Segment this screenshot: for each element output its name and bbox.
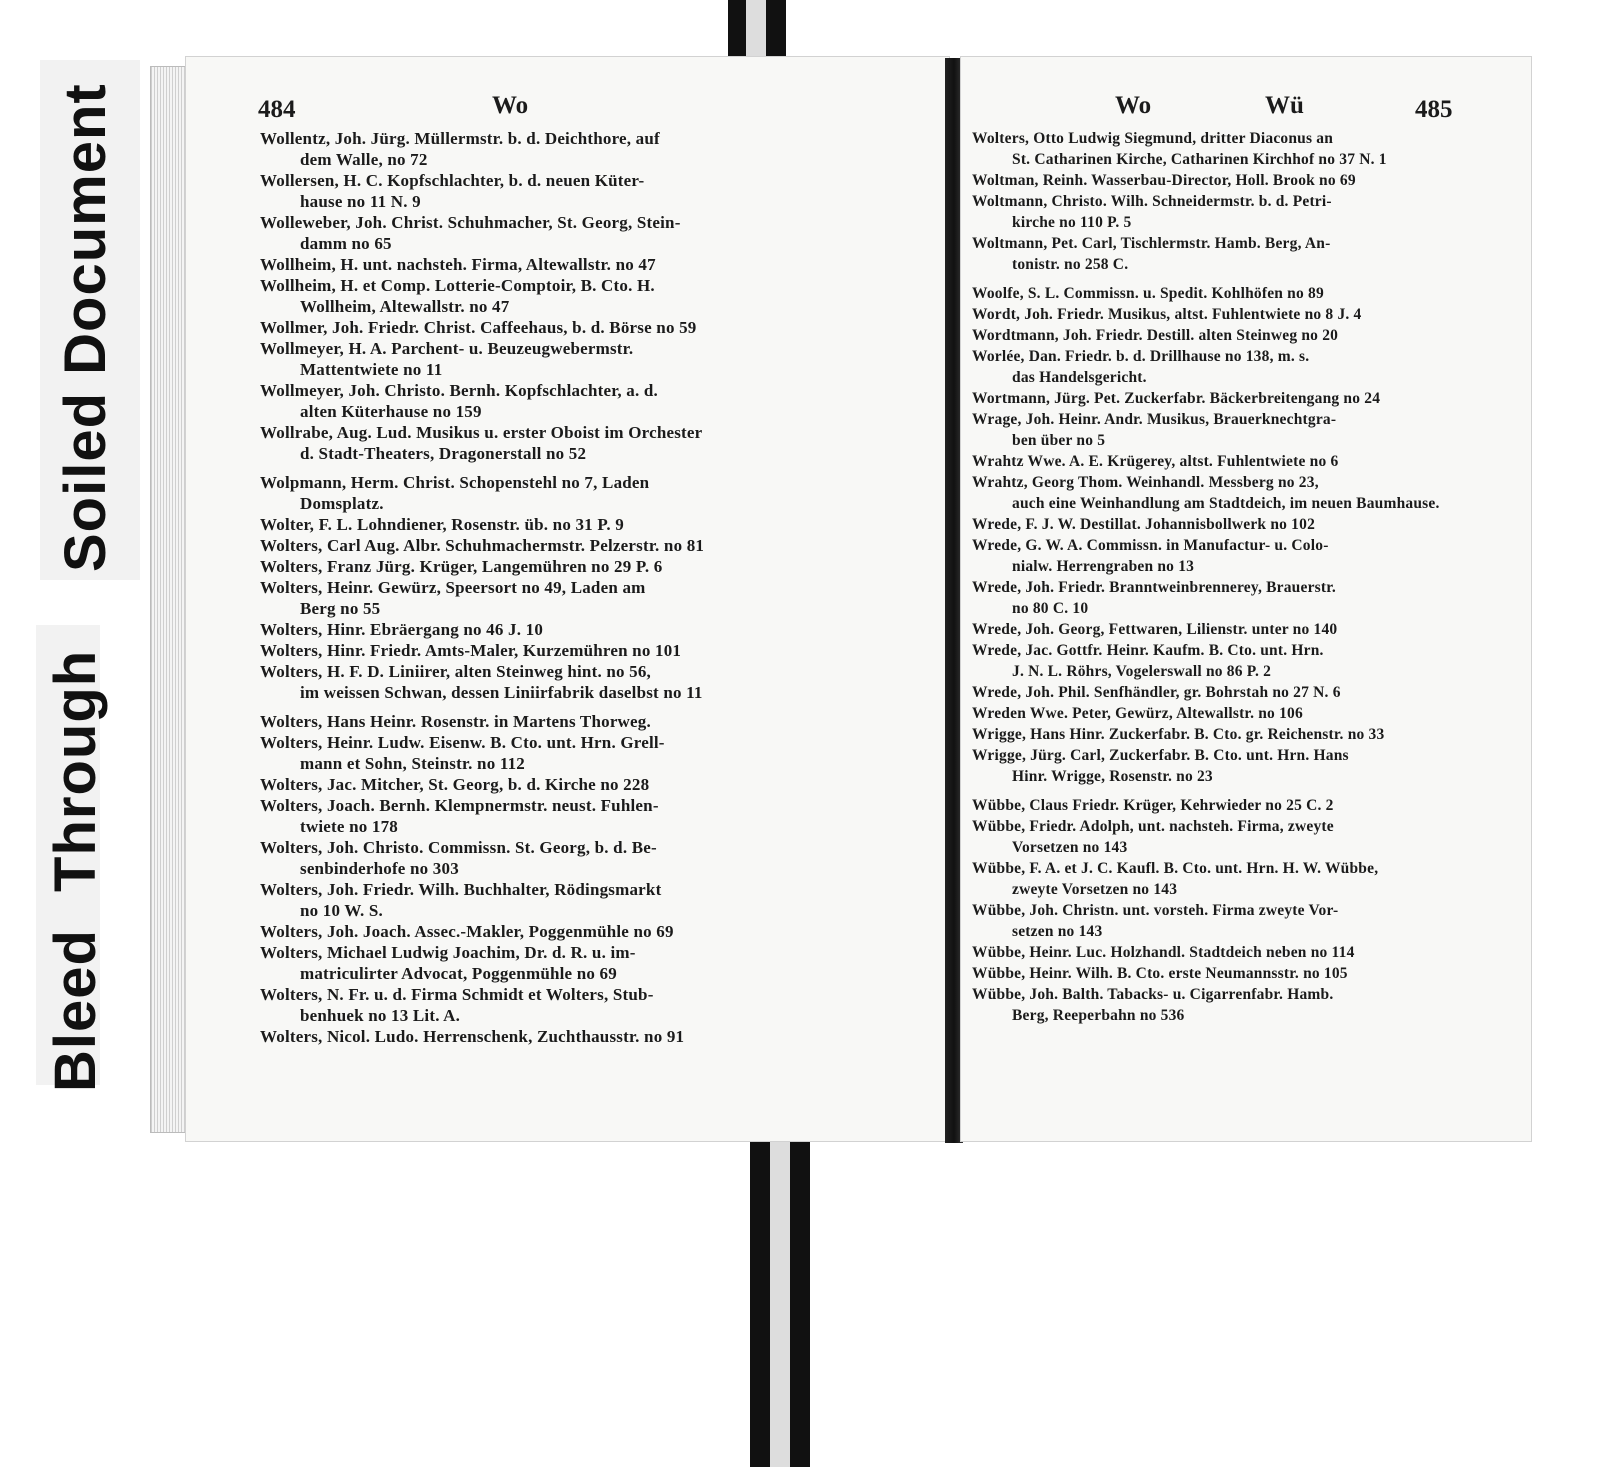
directory-entry: Woltman, Reinh. Wasserbau-Director, Holl. Brook no 69 — [972, 172, 1356, 189]
directory-entry: Wübbe, F. A. et J. C. Kaufl. B. Cto. unt. Hrn. H. W. Wübbe, zweyte Vorsetzen no 143 — [972, 860, 1379, 898]
directory-entry: Wollrabe, Aug. Lud. Musikus u. erster Oboist im Orchester d. Stadt-Theaters, Dragonerstall no 52 — [260, 423, 703, 463]
directory-entry: Wolters, Michael Ludwig Joachim, Dr. d. R. u. im- matriculirter Advocat, Poggenmühle no 69 — [260, 943, 636, 983]
directory-entry: Wolters, Heinr. Ludw. Eisenw. B. Cto. unt. Hrn. Grell- mann et Sohn, Steinstr. no 112 — [260, 733, 665, 773]
left-page-number: 484 — [258, 96, 296, 123]
directory-entry: Wrahtz, Georg Thom. Weinhandl. Messberg no 23, auch eine Weinhandlung am Stadtdeich, im neuen Baumhause. — [972, 474, 1440, 512]
directory-entry: Wrage, Joh. Heinr. Andr. Musikus, Brauerknechtgra- ben über no 5 — [972, 411, 1337, 449]
directory-entry: Wollentz, Joh. Jürg. Müllermstr. b. d. Deichthore, auf dem Walle, no 72 — [260, 129, 660, 169]
right-entry-list — [972, 128, 1512, 1026]
directory-entry: Wolters, Jac. Mitcher, St. Georg, b. d. Kirche no 228 — [260, 775, 650, 794]
left-entry-list — [260, 128, 940, 1047]
directory-entry: Worlée, Dan. Friedr. b. d. Drillhause no 138, m. s. das Handelsgericht. — [972, 348, 1310, 386]
directory-entry: Wordt, Joh. Friedr. Musikus, altst. Fuhlentwiete no 8 J. 4 — [972, 306, 1362, 323]
directory-entry: Wortmann, Jürg. Pet. Zuckerfabr. Bäckerbreitengang no 24 — [972, 390, 1381, 407]
directory-entry: Wübbe, Friedr. Adolph, unt. nachsteh. Firma, zweyte Vorsetzen no 143 — [972, 818, 1334, 856]
directory-entry: Woltmann, Christo. Wilh. Schneidermstr. b. d. Petri- kirche no 110 P. 5 — [972, 193, 1332, 231]
book-spread — [150, 46, 1453, 1146]
directory-entry: Wolters, Carl Aug. Albr. Schuhmachermstr. Pelzerstr. no 81 — [260, 536, 705, 555]
directory-entry: Wübbe, Heinr. Wilh. B. Cto. erste Neumannsstr. no 105 — [972, 965, 1348, 982]
directory-entry: Woolfe, S. L. Commissn. u. Spedit. Kohlhöfen no 89 — [972, 285, 1324, 302]
directory-entry: Wolters, Joh. Joach. Assec.-Makler, Poggenmühle no 69 — [260, 922, 674, 941]
soiled-document-label: Soiled Document — [53, 83, 118, 572]
binding-tape-bottom — [750, 1140, 810, 1467]
directory-entry: Wübbe, Joh. Christn. unt. vorsteh. Firma zweyte Vor- setzen no 143 — [972, 902, 1339, 940]
directory-entry: Wolter, F. L. Lohndiener, Rosenstr. üb. no 31 P. 9 — [260, 515, 624, 534]
left-page-header: Wo — [492, 92, 529, 119]
left-page — [185, 56, 950, 1142]
directory-entry: Wrede, Joh. Georg, Fettwaren, Lilienstr. unter no 140 — [972, 621, 1338, 638]
directory-entry: Wrahtz Wwe. A. E. Krügerey, altst. Fuhlentwiete no 6 — [972, 453, 1339, 470]
directory-entry: Wolleweber, Joh. Christ. Schuhmacher, St. Georg, Stein- damm no 65 — [260, 213, 681, 253]
directory-entry: Wolters, Otto Ludwig Siegmund, dritter Diaconus an St. Catharinen Kirche, Catharinen Kirchhof no 37 N. 1 — [972, 130, 1387, 168]
directory-entry: Wrede, Joh. Phil. Senfhändler, gr. Bohrstah no 27 N. 6 — [972, 684, 1341, 701]
directory-entry: Wollheim, H. unt. nachsteh. Firma, Altewallstr. no 47 — [260, 255, 656, 274]
directory-entry: Wrede, Joh. Friedr. Branntweinbrennerey, Brauerstr. no 80 C. 10 — [972, 579, 1336, 617]
directory-entry: Wübbe, Joh. Balth. Tabacks- u. Cigarrenfabr. Hamb. Berg, Reeperbahn no 536 — [972, 986, 1334, 1024]
directory-entry: Wollmeyer, Joh. Christo. Bernh. Kopfschlachter, a. d. alten Küterhause no 159 — [260, 381, 658, 421]
directory-entry: Wolters, H. F. D. Liniirer, alten Steinweg hint. no 56, im weissen Schwan, dessen Liniirfabrik daselbst no 11 — [260, 662, 703, 702]
directory-entry: Wolters, Hinr. Ebräergang no 46 J. 10 — [260, 620, 544, 639]
bleed-through-label: Bleed Through — [43, 649, 108, 1092]
directory-entry: Wolters, Nicol. Ludo. Herrenschenk, Zuchthausstr. no 91 — [260, 1027, 685, 1046]
directory-entry: Wrede, Jac. Gottfr. Heinr. Kaufm. B. Cto. unt. Hrn. J. N. L. Röhrs, Vogelerswall no 86 P. 2 — [972, 642, 1324, 680]
directory-entry: Wolters, Heinr. Gewürz, Speersort no 49, Laden am Berg no 55 — [260, 578, 646, 618]
directory-entry: Wolters, Joh. Christo. Commissn. St. Georg, b. d. Be- senbinderhofe no 303 — [260, 838, 657, 878]
directory-entry: Woltmann, Pet. Carl, Tischlermstr. Hamb. Berg, An- tonistr. no 258 C. — [972, 235, 1331, 273]
directory-entry: Wollmer, Joh. Friedr. Christ. Caffeehaus, b. d. Börse no 59 — [260, 318, 697, 337]
directory-entry: Wrigge, Hans Hinr. Zuckerfabr. B. Cto. gr. Reichenstr. no 33 — [972, 726, 1385, 743]
directory-entry: Wolpmann, Herm. Christ. Schopenstehl no 7, Laden Domsplatz. — [260, 473, 650, 513]
directory-entry: Wolters, Hinr. Friedr. Amts-Maler, Kurzemühren no 101 — [260, 641, 682, 660]
directory-entry: Wübbe, Claus Friedr. Krüger, Kehrwieder no 25 C. 2 — [972, 797, 1334, 814]
directory-entry: Wolters, N. Fr. u. d. Firma Schmidt et Wolters, Stub- benhuek no 13 Lit. A. — [260, 985, 654, 1025]
directory-entry: Wrede, F. J. W. Destillat. Johannisbollwerk no 102 — [972, 516, 1316, 533]
right-page-header-right: Wü — [1265, 92, 1304, 119]
directory-entry: Wollersen, H. C. Kopfschlachter, b. d. neuen Küter- hause no 11 N. 9 — [260, 171, 645, 211]
directory-entry: Wordtmann, Joh. Friedr. Destill. alten Steinweg no 20 — [972, 327, 1339, 344]
directory-entry: Wolters, Franz Jürg. Krüger, Langemühren no 29 P. 6 — [260, 557, 663, 576]
right-page-header-left: Wo — [1115, 92, 1152, 119]
right-page — [960, 56, 1532, 1142]
directory-entry: Wolters, Joh. Friedr. Wilh. Buchhalter, Rödingsmarkt no 10 W. S. — [260, 880, 662, 920]
directory-entry: Wolters, Joach. Bernh. Klempnermstr. neust. Fuhlen- twiete no 178 — [260, 796, 659, 836]
directory-entry: Wrigge, Jürg. Carl, Zuckerfabr. B. Cto. unt. Hrn. Hans Hinr. Wrigge, Rosenstr. no 23 — [972, 747, 1349, 785]
directory-entry: Wolters, Hans Heinr. Rosenstr. in Martens Thorweg. — [260, 712, 651, 731]
directory-entry: Wrede, G. W. A. Commissn. in Manufactur- u. Colo- nialw. Herrengraben no 13 — [972, 537, 1329, 575]
directory-entry: Wollmeyer, H. A. Parchent- u. Beuzeugwebermstr. Mattentwiete no 11 — [260, 339, 634, 379]
right-page-number: 485 — [1415, 96, 1453, 123]
directory-entry: Wreden Wwe. Peter, Gewürz, Altewallstr. no 106 — [972, 705, 1303, 722]
directory-entry: Wübbe, Heinr. Luc. Holzhandl. Stadtdeich neben no 114 — [972, 944, 1355, 961]
directory-entry: Wollheim, H. et Comp. Lotterie-Comptoir, B. Cto. H. Wollheim, Altewallstr. no 47 — [260, 276, 655, 316]
